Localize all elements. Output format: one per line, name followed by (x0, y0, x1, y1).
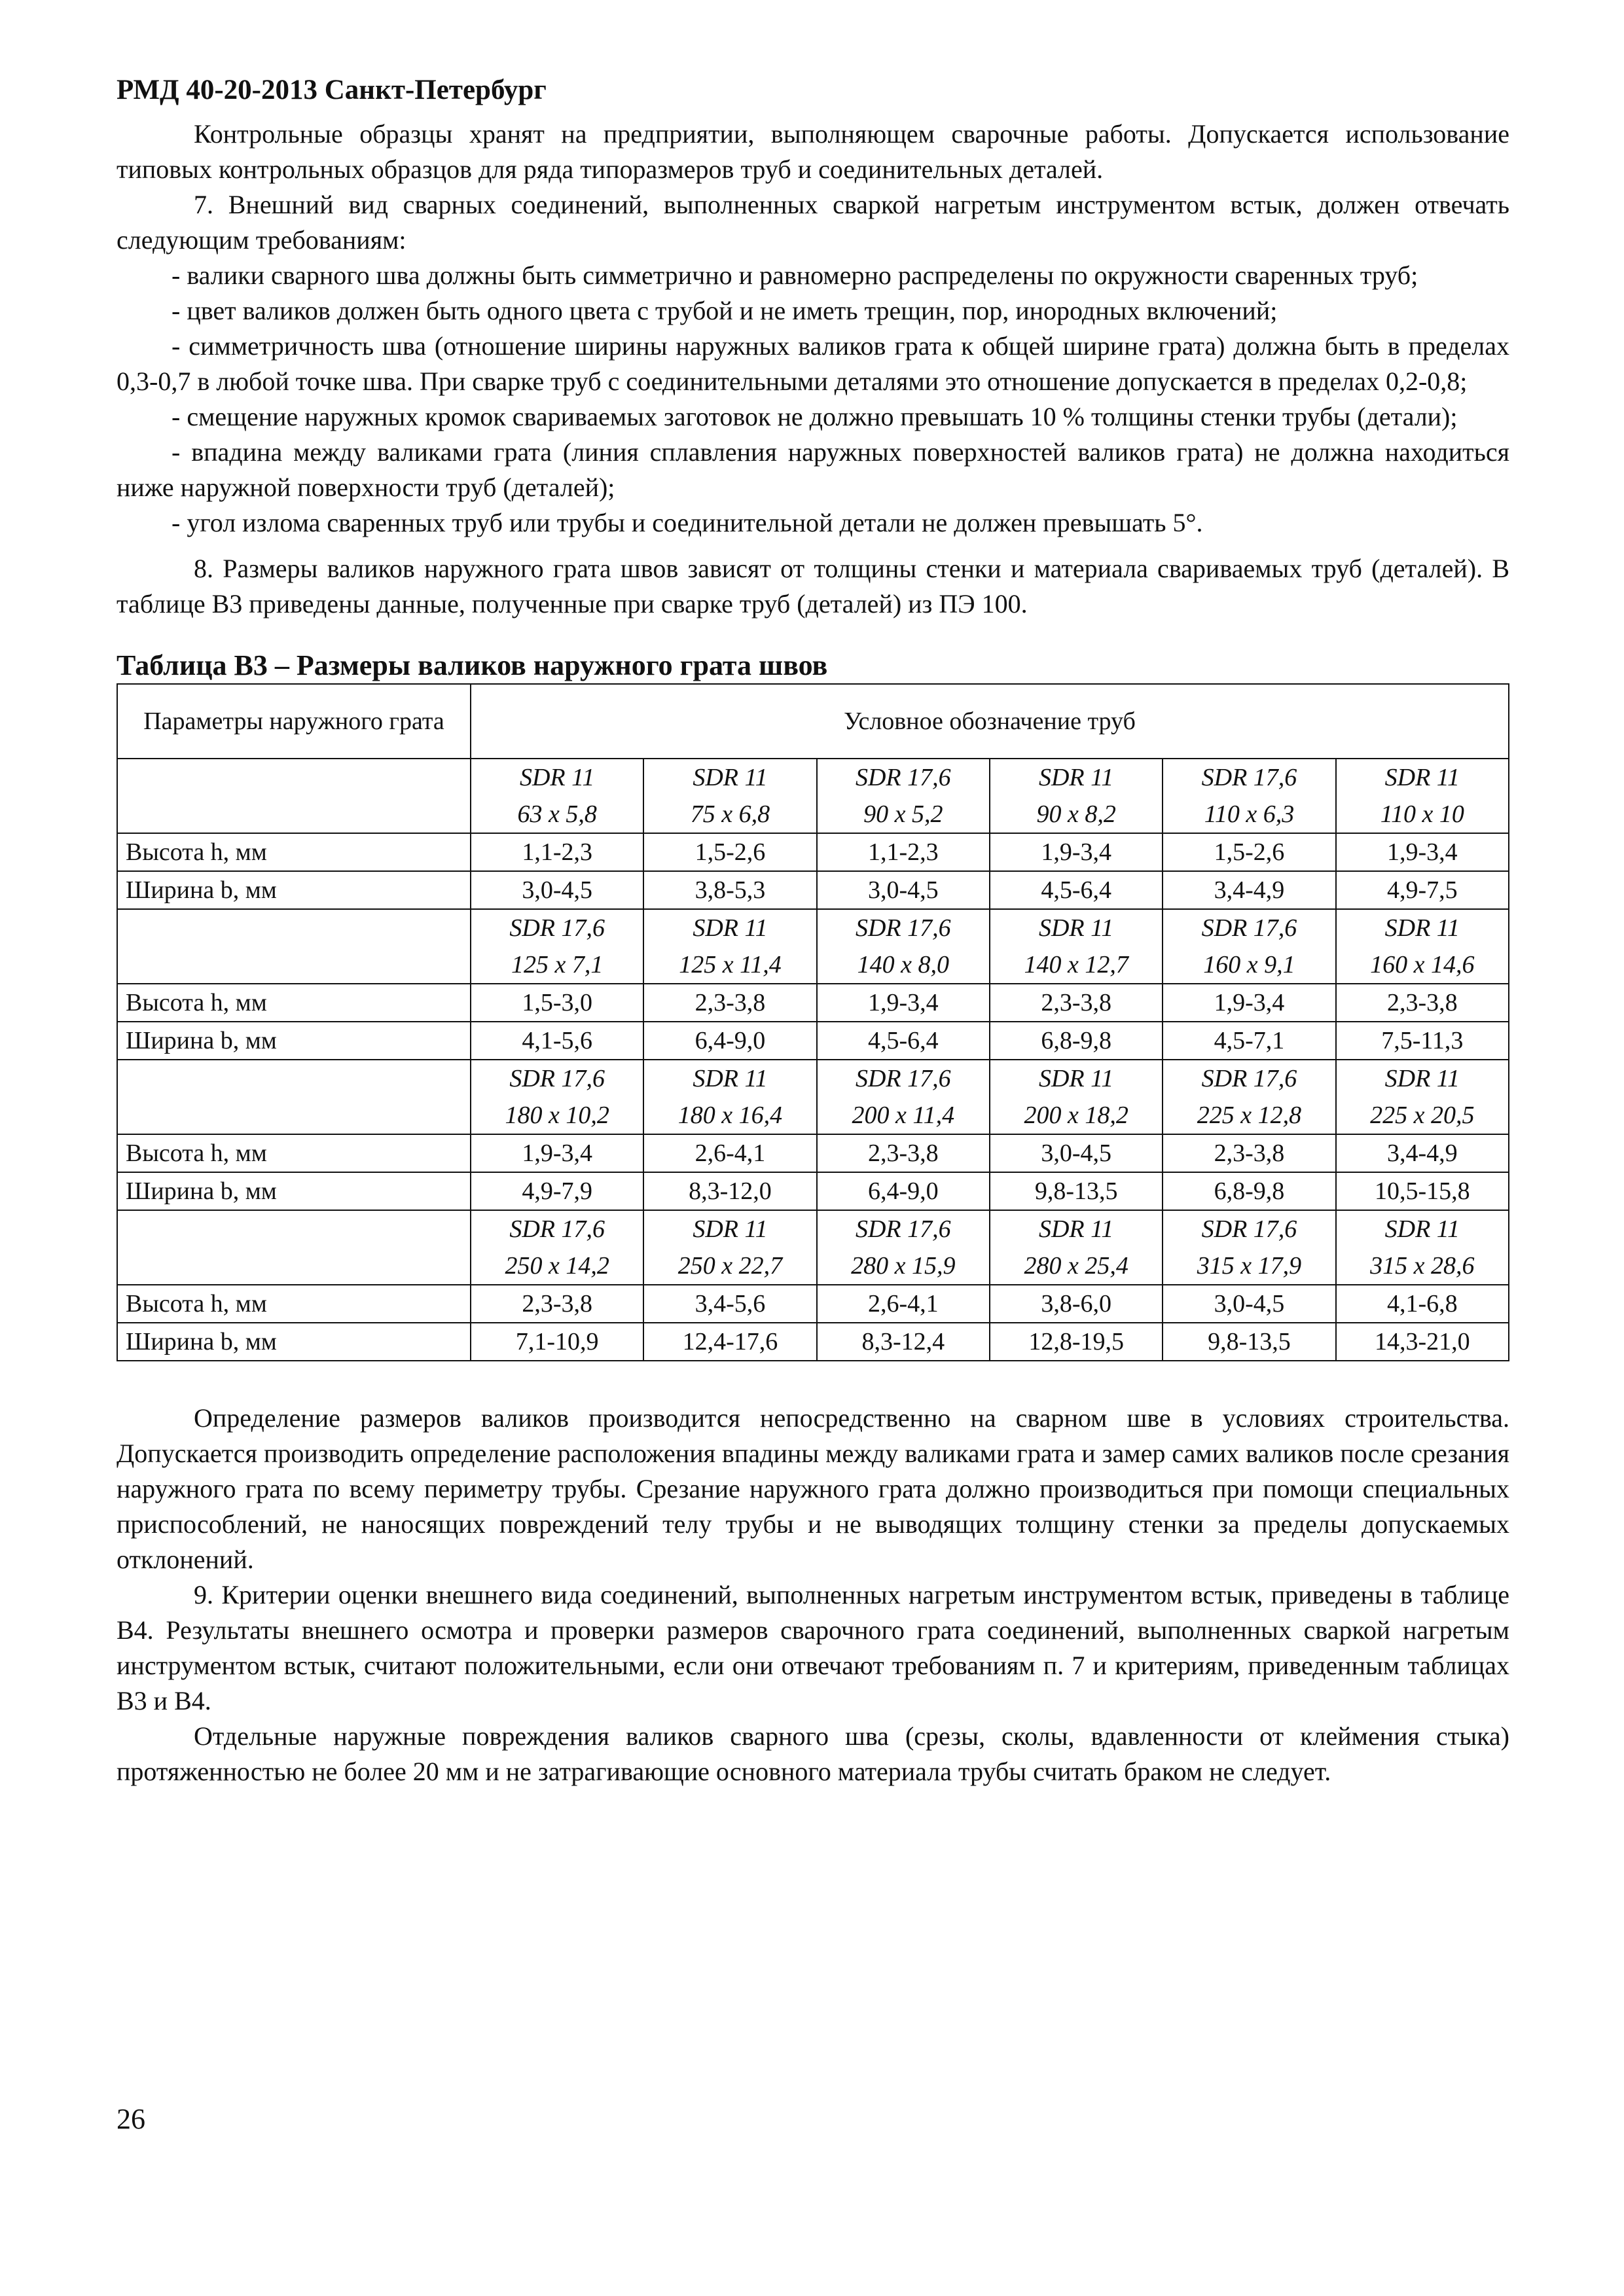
pipe-size-label: 180 х 16,4 (677, 1102, 783, 1129)
value-cell: 6,8-9,8 (1163, 1172, 1335, 1210)
value-cell: 2,6-4,1 (643, 1134, 816, 1172)
value-cell: 1,5-2,6 (1163, 833, 1335, 871)
pipe-designation-cell (1336, 759, 1509, 833)
value-cell: 9,8-13,5 (990, 1172, 1163, 1210)
pipe-size-label: 200 х 11,4 (852, 1102, 955, 1129)
paragraph-8: 8. Размеры валиков наружного грата швов зависят от толщины стенки и материала свариваемых труб (деталей). В таблице В3 приведены данные, полученные при сварке труб (деталей) из ПЭ 100. (117, 554, 1509, 619)
empty-cell (117, 1060, 471, 1134)
sdr-label: SDR 11 (1384, 1215, 1460, 1243)
value-cell: 1,9-3,4 (817, 984, 990, 1022)
value-cell: 4,9-7,5 (1336, 871, 1509, 909)
sdr-label: SDR 11 (1384, 914, 1460, 942)
header-parameters: Параметры наружного грата (117, 684, 471, 759)
pipe-designation-cell (1163, 1210, 1335, 1285)
parameter-label: Ширина b, мм (117, 1323, 471, 1361)
empty-cell (117, 1210, 471, 1285)
value-cell: 2,3-3,8 (1163, 1134, 1335, 1172)
sdr-label: SDR 11 (1038, 1065, 1114, 1092)
pipe-size-label: 225 х 12,8 (1197, 1102, 1302, 1129)
parameter-label: Высота h, мм (117, 1285, 471, 1323)
page-number: 26 (117, 2103, 145, 2135)
value-cell: 2,3-3,8 (1336, 984, 1509, 1022)
value-cell: 2,3-3,8 (643, 984, 816, 1022)
pipe-designation-row (117, 759, 1509, 833)
value-cell: 1,1-2,3 (471, 833, 643, 871)
header-pipe-designation: Условное обозначение труб (471, 684, 1509, 759)
pipe-designation-cell (643, 909, 816, 984)
sdr-label: SDR 11 (693, 914, 768, 942)
pipe-designation-cell (1336, 1060, 1509, 1134)
pipe-designation-cell (1163, 909, 1335, 984)
sdr-label: SDR 11 (693, 1215, 768, 1243)
sdr-label: SDR 17,6 (1201, 1215, 1297, 1243)
table-header-row (117, 684, 1509, 759)
bullet-item: - симметричность шва (отношение ширины наружных валиков грата к общей ширине грата) должна быть в пределах 0,3-0,7 в любой точке шва. При сварке труб с соединительными деталями это отношение допускается в пределах 0,2-0,8; (117, 331, 1509, 396)
pipe-designation-row (117, 909, 1509, 984)
value-cell: 4,5-7,1 (1163, 1022, 1335, 1060)
sdr-label: SDR 17,6 (855, 764, 951, 791)
pipe-size-label: 110 х 10 (1380, 800, 1464, 828)
value-cell: 2,3-3,8 (817, 1134, 990, 1172)
pipe-designation-cell (471, 759, 643, 833)
value-cell: 8,3-12,4 (817, 1323, 990, 1361)
sdr-label: SDR 17,6 (1201, 914, 1297, 942)
table-row (117, 833, 1509, 871)
value-cell: 3,4-4,9 (1163, 871, 1335, 909)
sdr-label: SDR 17,6 (509, 1215, 605, 1243)
pipe-size-label: 280 х 15,9 (851, 1252, 956, 1280)
pipe-designation-cell (817, 1060, 990, 1134)
value-cell: 3,8-6,0 (990, 1285, 1163, 1323)
bullet-item: - цвет валиков должен быть одного цвета с трубой и не иметь трещин, пор, инородных включений; (171, 296, 1278, 325)
value-cell: 3,4-4,9 (1336, 1134, 1509, 1172)
paragraph-9: 9. Критерии оценки внешнего вида соединений, выполненных нагретым инструментом встык, приведены в таблице В4. Результаты внешнего осмотра и проверки размеров сварочного грата соединений, выполненных сваркой нагретым инструментом встык, считают положительными, если они отвечают требованиям п. 7 и критериям, приведенным таблицах В3 и В4. (117, 1580, 1509, 1715)
bullet-item: - смещение наружных кромок свариваемых заготовок не должно превышать 10 % толщины стенки трубы (детали); (171, 402, 1458, 431)
value-cell: 1,1-2,3 (817, 833, 990, 871)
sdr-label: SDR 17,6 (509, 1065, 605, 1092)
parameter-label: Ширина b, мм (117, 871, 471, 909)
value-cell: 2,3-3,8 (990, 984, 1163, 1022)
value-cell: 1,5-3,0 (471, 984, 643, 1022)
pipe-designation-cell (471, 1060, 643, 1134)
pipe-designation-row (117, 1210, 1509, 1285)
pipe-size-label: 180 х 10,2 (505, 1102, 609, 1129)
empty-cell (117, 909, 471, 984)
value-cell: 4,1-5,6 (471, 1022, 643, 1060)
parameter-label: Высота h, мм (117, 1134, 471, 1172)
pipe-size-label: 160 х 14,6 (1370, 951, 1475, 978)
value-cell: 2,3-3,8 (471, 1285, 643, 1323)
table-row (117, 871, 1509, 909)
pipe-designation-cell (990, 1210, 1163, 1285)
table-title: Таблица В3 – Размеры валиков наружного грата швов (117, 649, 828, 681)
value-cell: 3,0-4,5 (817, 871, 990, 909)
pipe-size-label: 250 х 14,2 (505, 1252, 609, 1280)
pipe-designation-cell (471, 909, 643, 984)
pipe-designation-cell (471, 1210, 643, 1285)
sdr-label: SDR 17,6 (509, 914, 605, 942)
pipe-size-label: 315 х 17,9 (1197, 1252, 1302, 1280)
value-cell: 3,0-4,5 (471, 871, 643, 909)
paragraph-samples: Контрольные образцы хранят на предприятии, выполняющем сварочные работы. Допускается использование типовых контрольных образцов для ряда типоразмеров труб и соединительных деталей. (117, 119, 1509, 184)
sdr-label: SDR 17,6 (1201, 764, 1297, 791)
pipe-size-label: 140 х 8,0 (857, 951, 949, 978)
value-cell: 10,5-15,8 (1336, 1172, 1509, 1210)
pipe-designation-cell (990, 759, 1163, 833)
pipe-designation-cell (1163, 1060, 1335, 1134)
value-cell: 2,6-4,1 (817, 1285, 990, 1323)
value-cell: 3,4-5,6 (643, 1285, 816, 1323)
sdr-label: SDR 11 (693, 764, 768, 791)
value-cell: 7,5-11,3 (1336, 1022, 1509, 1060)
pipe-designation-cell (643, 1210, 816, 1285)
value-cell: 3,8-5,3 (643, 871, 816, 909)
pipe-designation-cell (643, 759, 816, 833)
table-row (117, 1172, 1509, 1210)
sdr-label: SDR 11 (1038, 764, 1114, 791)
table-row (117, 1323, 1509, 1361)
pipe-size-label: 75 х 6,8 (690, 800, 770, 828)
value-cell: 6,8-9,8 (990, 1022, 1163, 1060)
sdr-label: SDR 17,6 (855, 1215, 951, 1243)
paragraph-damage: Отдельные наружные повреждения валиков сварного шва (срезы, сколы, вдавленности от клеймения стыка) протяженностью не более 20 мм и не затрагивающие основного материала трубы считать браком не следует. (117, 1721, 1509, 1786)
pipe-size-label: 225 х 20,5 (1370, 1102, 1475, 1129)
value-cell: 4,1-6,8 (1336, 1285, 1509, 1323)
pipe-designation-row (117, 1060, 1509, 1134)
document-header: РМД 40-20-2013 Санкт-Петербург (117, 75, 547, 105)
pipe-size-label: 125 х 11,4 (679, 951, 782, 978)
pipe-size-label: 280 х 25,4 (1024, 1252, 1128, 1280)
sdr-label: SDR 17,6 (855, 1065, 951, 1092)
empty-cell (117, 759, 471, 833)
value-cell: 3,0-4,5 (1163, 1285, 1335, 1323)
value-cell: 6,4-9,0 (643, 1022, 816, 1060)
sdr-label: SDR 11 (1384, 1065, 1460, 1092)
sdr-label: SDR 11 (1038, 914, 1114, 942)
pipe-designation-cell (643, 1060, 816, 1134)
table-row (117, 984, 1509, 1022)
bead-size-table (117, 683, 1509, 1361)
pipe-size-label: 140 х 12,7 (1024, 951, 1128, 978)
pipe-size-label: 125 х 7,1 (511, 951, 604, 978)
sdr-label: SDR 17,6 (1201, 1065, 1297, 1092)
value-cell: 9,8-13,5 (1163, 1323, 1335, 1361)
page (117, 72, 1509, 1789)
pipe-size-label: 110 х 6,3 (1204, 800, 1295, 828)
value-cell: 12,4-17,6 (643, 1323, 816, 1361)
parameter-label: Высота h, мм (117, 984, 471, 1022)
value-cell: 1,9-3,4 (1163, 984, 1335, 1022)
sdr-label: SDR 11 (1384, 764, 1460, 791)
parameter-label: Ширина b, мм (117, 1022, 471, 1060)
pipe-designation-cell (817, 1210, 990, 1285)
bullet-item: - впадина между валиками грата (линия сплавления наружных поверхностей валиков грата) не должна находиться ниже наружной поверхности труб (деталей); (117, 437, 1509, 502)
value-cell: 14,3-21,0 (1336, 1323, 1509, 1361)
value-cell: 4,5-6,4 (990, 871, 1163, 909)
value-cell: 12,8-19,5 (990, 1323, 1163, 1361)
value-cell: 1,5-2,6 (643, 833, 816, 871)
paragraph-determination: Определение размеров валиков производится непосредственно на сварном шве в условиях строительства. Допускается производить определение расположения впадины между валиками грата и замер самих валиков после срезания наружного грата по всему периметру трубы. Срезание наружного грата должно производиться при помощи специальных приспособлений, не наносящих повреждений телу трубы и не выводящих толщину стенки за пределы допускаемых отклонений. (117, 1403, 1509, 1574)
pipe-designation-cell (990, 909, 1163, 984)
table-row (117, 1285, 1509, 1323)
value-cell: 1,9-3,4 (990, 833, 1163, 871)
value-cell: 1,9-3,4 (1336, 833, 1509, 871)
table-row (117, 1134, 1509, 1172)
value-cell: 4,9-7,9 (471, 1172, 643, 1210)
pipe-size-label: 315 х 28,6 (1370, 1252, 1475, 1280)
pipe-designation-cell (1163, 759, 1335, 833)
pipe-size-label: 160 х 9,1 (1203, 951, 1295, 978)
bullet-item: - валики сварного шва должны быть симметрично и равномерно распределены по окружности сваренных труб; (171, 260, 1418, 290)
pipe-designation-cell (817, 759, 990, 833)
pipe-size-label: 200 х 18,2 (1024, 1102, 1128, 1129)
pipe-size-label: 90 х 5,2 (863, 800, 943, 828)
pipe-designation-cell (817, 909, 990, 984)
pipe-designation-cell (1336, 909, 1509, 984)
bullet-item: - угол излома сваренных труб или трубы и соединительной детали не должен превышать 5°. (171, 508, 1203, 537)
pipe-designation-cell (1336, 1210, 1509, 1285)
value-cell: 7,1-10,9 (471, 1323, 643, 1361)
value-cell: 1,9-3,4 (471, 1134, 643, 1172)
pipe-size-label: 90 х 8,2 (1036, 800, 1116, 828)
parameter-label: Высота h, мм (117, 833, 471, 871)
paragraph-7: 7. Внешний вид сварных соединений, выполненных сваркой нагретым инструментом встык, должен отвечать следующим требованиям: (117, 190, 1509, 255)
sdr-label: SDR 11 (1038, 1215, 1114, 1243)
value-cell: 8,3-12,0 (643, 1172, 816, 1210)
value-cell: 6,4-9,0 (817, 1172, 990, 1210)
value-cell: 4,5-6,4 (817, 1022, 990, 1060)
table-row (117, 1022, 1509, 1060)
sdr-label: SDR 11 (519, 764, 595, 791)
sdr-label: SDR 11 (693, 1065, 768, 1092)
sdr-label: SDR 17,6 (855, 914, 951, 942)
pipe-size-label: 250 х 22,7 (677, 1252, 783, 1280)
pipe-designation-cell (990, 1060, 1163, 1134)
pipe-size-label: 63 х 5,8 (517, 800, 597, 828)
parameter-label: Ширина b, мм (117, 1172, 471, 1210)
value-cell: 3,0-4,5 (990, 1134, 1163, 1172)
